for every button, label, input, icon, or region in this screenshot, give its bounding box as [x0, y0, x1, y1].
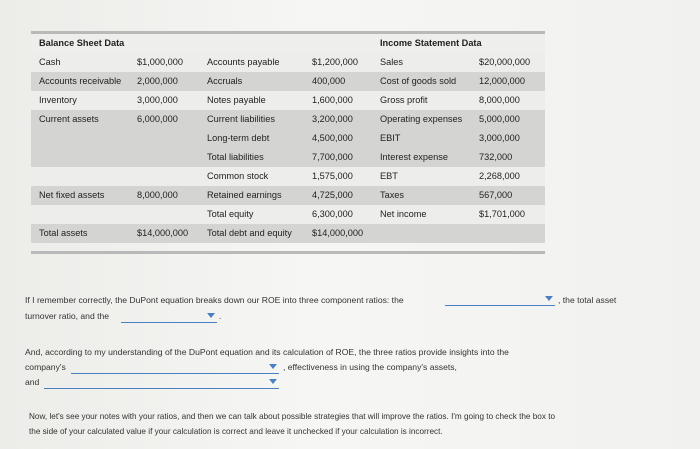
bs-label: Inventory	[39, 95, 77, 105]
table-bottom-border	[31, 251, 545, 254]
table-row	[31, 110, 545, 129]
liab-value: 400,000	[312, 76, 346, 86]
insight-1-dropdown[interactable]	[71, 363, 279, 374]
is-label: EBT	[380, 171, 398, 181]
table-row	[31, 91, 545, 110]
liab-value: $1,200,000	[312, 57, 358, 67]
liab-label: Common stock	[207, 171, 269, 181]
liab-value: 1,600,000	[312, 95, 353, 105]
bs-value: 2,000,000	[137, 76, 178, 86]
bs-value: $1,000,000	[137, 57, 183, 67]
para2-companys: company's	[25, 362, 66, 372]
table-row	[31, 148, 545, 167]
table-row	[31, 53, 545, 72]
is-label: Taxes	[380, 190, 404, 200]
liab-label: Accruals	[207, 76, 243, 86]
is-value: 12,000,000	[479, 76, 525, 86]
bs-label: Current assets	[39, 114, 99, 124]
is-value: $1,701,000	[479, 209, 525, 219]
chevron-down-icon	[269, 379, 277, 384]
liab-label: Long-term debt	[207, 133, 270, 143]
table-row	[31, 186, 545, 205]
chevron-down-icon	[545, 296, 553, 301]
bs-value: $14,000,000	[137, 228, 189, 238]
table-row	[31, 72, 545, 91]
liab-label: Total equity	[207, 209, 254, 219]
bs-value: 6,000,000	[137, 114, 178, 124]
dupont-ratio-3-dropdown[interactable]	[121, 312, 217, 323]
is-label: Cost of goods sold	[380, 76, 457, 86]
is-value: 8,000,000	[479, 95, 520, 105]
is-value: 732,000	[479, 152, 513, 162]
liab-label: Current liabilities	[207, 114, 275, 124]
is-value: 3,000,000	[479, 133, 520, 143]
table-row	[31, 205, 545, 224]
liab-value: 6,300,000	[312, 209, 353, 219]
is-value: 2,268,000	[479, 171, 520, 181]
para1-period: .	[219, 311, 222, 321]
liab-value: 3,200,000	[312, 114, 353, 124]
para1-line2: turnover ratio, and the	[25, 311, 110, 321]
dupont-ratio-1-dropdown[interactable]	[445, 295, 555, 306]
is-value: 567,000	[479, 190, 513, 200]
bs-value: 8,000,000	[137, 190, 178, 200]
is-label: Operating expenses	[380, 114, 463, 124]
bs-label: Cash	[39, 57, 61, 67]
bs-label: Total assets	[39, 228, 88, 238]
is-value: $20,000,000	[479, 57, 531, 67]
balance-sheet-header: Balance Sheet Data	[39, 38, 125, 48]
liab-value: 4,500,000	[312, 133, 353, 143]
is-label: Sales	[380, 57, 403, 67]
liab-value: 1,575,000	[312, 171, 353, 181]
table-row	[31, 167, 545, 186]
is-label: Gross profit	[380, 95, 428, 105]
liab-value: 4,725,000	[312, 190, 353, 200]
liab-value: $14,000,000	[312, 228, 364, 238]
is-label: Interest expense	[380, 152, 448, 162]
is-value: 5,000,000	[479, 114, 520, 124]
chevron-down-icon	[269, 364, 277, 369]
para3-line1: Now, let's see your notes with your ratios, and then we can talk about possible strategies that will improve the ratios. I'm going to check the box to	[29, 412, 556, 421]
liab-label: Total liabilities	[207, 152, 264, 162]
income-statement-header: Income Statement Data	[380, 38, 482, 48]
bs-value: 3,000,000	[137, 95, 178, 105]
para3-line2: the side of your calculated value if your calculation is correct and leave it unchecked if your calculation is incorrect.	[29, 427, 443, 436]
table-header-row	[31, 34, 545, 53]
table-row	[31, 129, 545, 148]
liab-label: Retained earnings	[207, 190, 282, 200]
chevron-down-icon	[207, 313, 215, 318]
liab-value: 7,700,000	[312, 152, 353, 162]
para2-line1: And, according to my understanding of the DuPont equation and its calculation of ROE, the three ratios provide insights into the	[25, 347, 509, 357]
liab-label: Total debt and equity	[207, 228, 292, 238]
financial-data-table	[31, 31, 545, 238]
liab-label: Notes payable	[207, 95, 266, 105]
para2-and: and	[25, 377, 40, 387]
bs-label: Accounts receivable	[39, 76, 122, 86]
is-label: Net income	[380, 209, 427, 219]
insight-3-dropdown[interactable]	[44, 378, 279, 389]
table-row	[31, 224, 545, 243]
liab-label: Accounts payable	[207, 57, 280, 67]
para1-line1-end: , the total asset	[558, 295, 617, 305]
is-label: EBIT	[380, 133, 401, 143]
bs-label: Net fixed assets	[39, 190, 105, 200]
para2-line2-end: , effectiveness in using the company's assets,	[283, 362, 457, 372]
para1-line1: If I remember correctly, the DuPont equation breaks down our ROE into three component ratios: the	[25, 295, 404, 305]
